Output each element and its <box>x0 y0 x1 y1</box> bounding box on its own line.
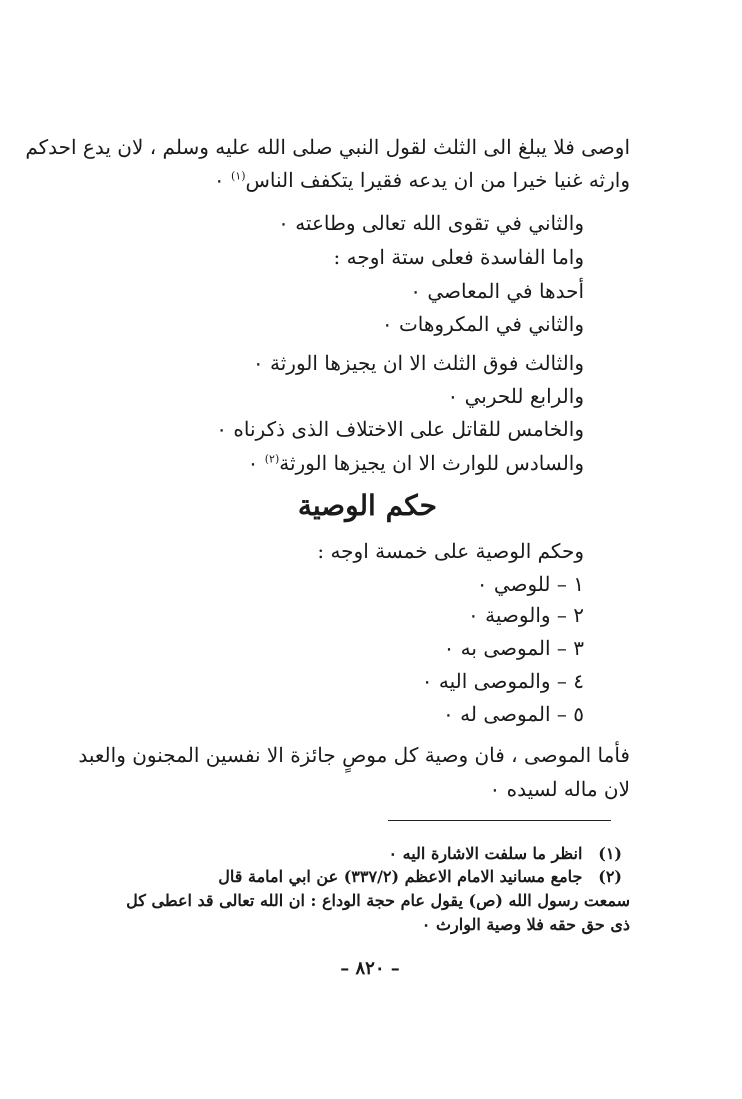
closing-line-1: فأما الموصى ، فان وصية كل موصٍ جائزة الا نفسين المجنون والعبد <box>78 743 630 767</box>
intro-line-1: اوصى فلا يبلغ الى الثلث لقول النبي صلى الله عليه وسلم ، لان يدع احدكم <box>25 135 630 159</box>
section-item-3: ٣ – الموصى به ٠ <box>443 636 584 660</box>
footnote-ref-2: (٢) <box>264 452 280 466</box>
closing-line-2: لان ماله لسيده ٠ <box>489 777 630 801</box>
list-b-item-3: والخامس للقاتل على الاختلاف الذى ذكرناه ٠ <box>216 417 584 441</box>
section-item-1: ١ – للوصي ٠ <box>476 572 584 596</box>
intro-line-2-text: وارثه غنيا خيرا من ان يدعه فقيرا يتكفف الناس <box>245 168 630 192</box>
page-number: – ٨٢٠ – <box>340 958 400 979</box>
list-b-item-1: والثالث فوق الثلث الا ان يجيزها الورثة ٠ <box>252 351 584 375</box>
list-a-item-3: أحدها في المعاصي ٠ <box>410 279 584 303</box>
intro-line-2 <box>104 165 630 195</box>
list-a-item-4: والثاني في المكروهات ٠ <box>381 312 584 336</box>
section-intro: وحكم الوصية على خمسة اوجه : <box>317 539 584 563</box>
list-b-item-4-end: ٠ <box>247 451 265 475</box>
section-heading: حكم الوصية <box>297 489 437 522</box>
footnote-2-number: (٢) <box>598 867 622 886</box>
footnote-2 <box>218 865 622 889</box>
list-a-item-2: واما الفاسدة فعلى ستة اوجه : <box>333 245 584 269</box>
section-item-5: ٥ – الموصى له ٠ <box>443 702 584 726</box>
list-b-item-2: والرابع للحربي ٠ <box>447 384 584 408</box>
section-item-2: ٢ – والوصية ٠ <box>468 603 584 627</box>
section-item-4: ٤ – والموصى اليه ٠ <box>421 669 584 693</box>
footnote-1-number: (١) <box>598 844 622 863</box>
intro-line-2-end: ٠ <box>213 168 231 192</box>
footnote-divider <box>388 820 611 821</box>
footnote-2-line-1: جامع مسانيد الامام الاعظم (٣٣٧/٢) عن ابي امامة قال <box>218 867 583 886</box>
footnote-2-line-3: ذى حق حقه فلا وصية الوارث ٠ <box>421 915 630 934</box>
list-a-item-1: والثاني في تقوى الله تعالى وطاعته ٠ <box>278 211 584 235</box>
footnote-ref-1: (١) <box>230 169 246 183</box>
footnote-1 <box>388 842 622 866</box>
footnote-2-line-2: سمعت رسول الله (ص) يقول عام حجة الوداع : ان الله تعالى قد اعطى كل <box>126 891 630 910</box>
footnote-1-text: انظر ما سلفت الاشارة اليه ٠ <box>388 844 583 863</box>
list-b-item-4-text: والسادس للوارث الا ان يجيزها الورثة <box>279 451 584 475</box>
list-b-item-4 <box>248 448 584 478</box>
